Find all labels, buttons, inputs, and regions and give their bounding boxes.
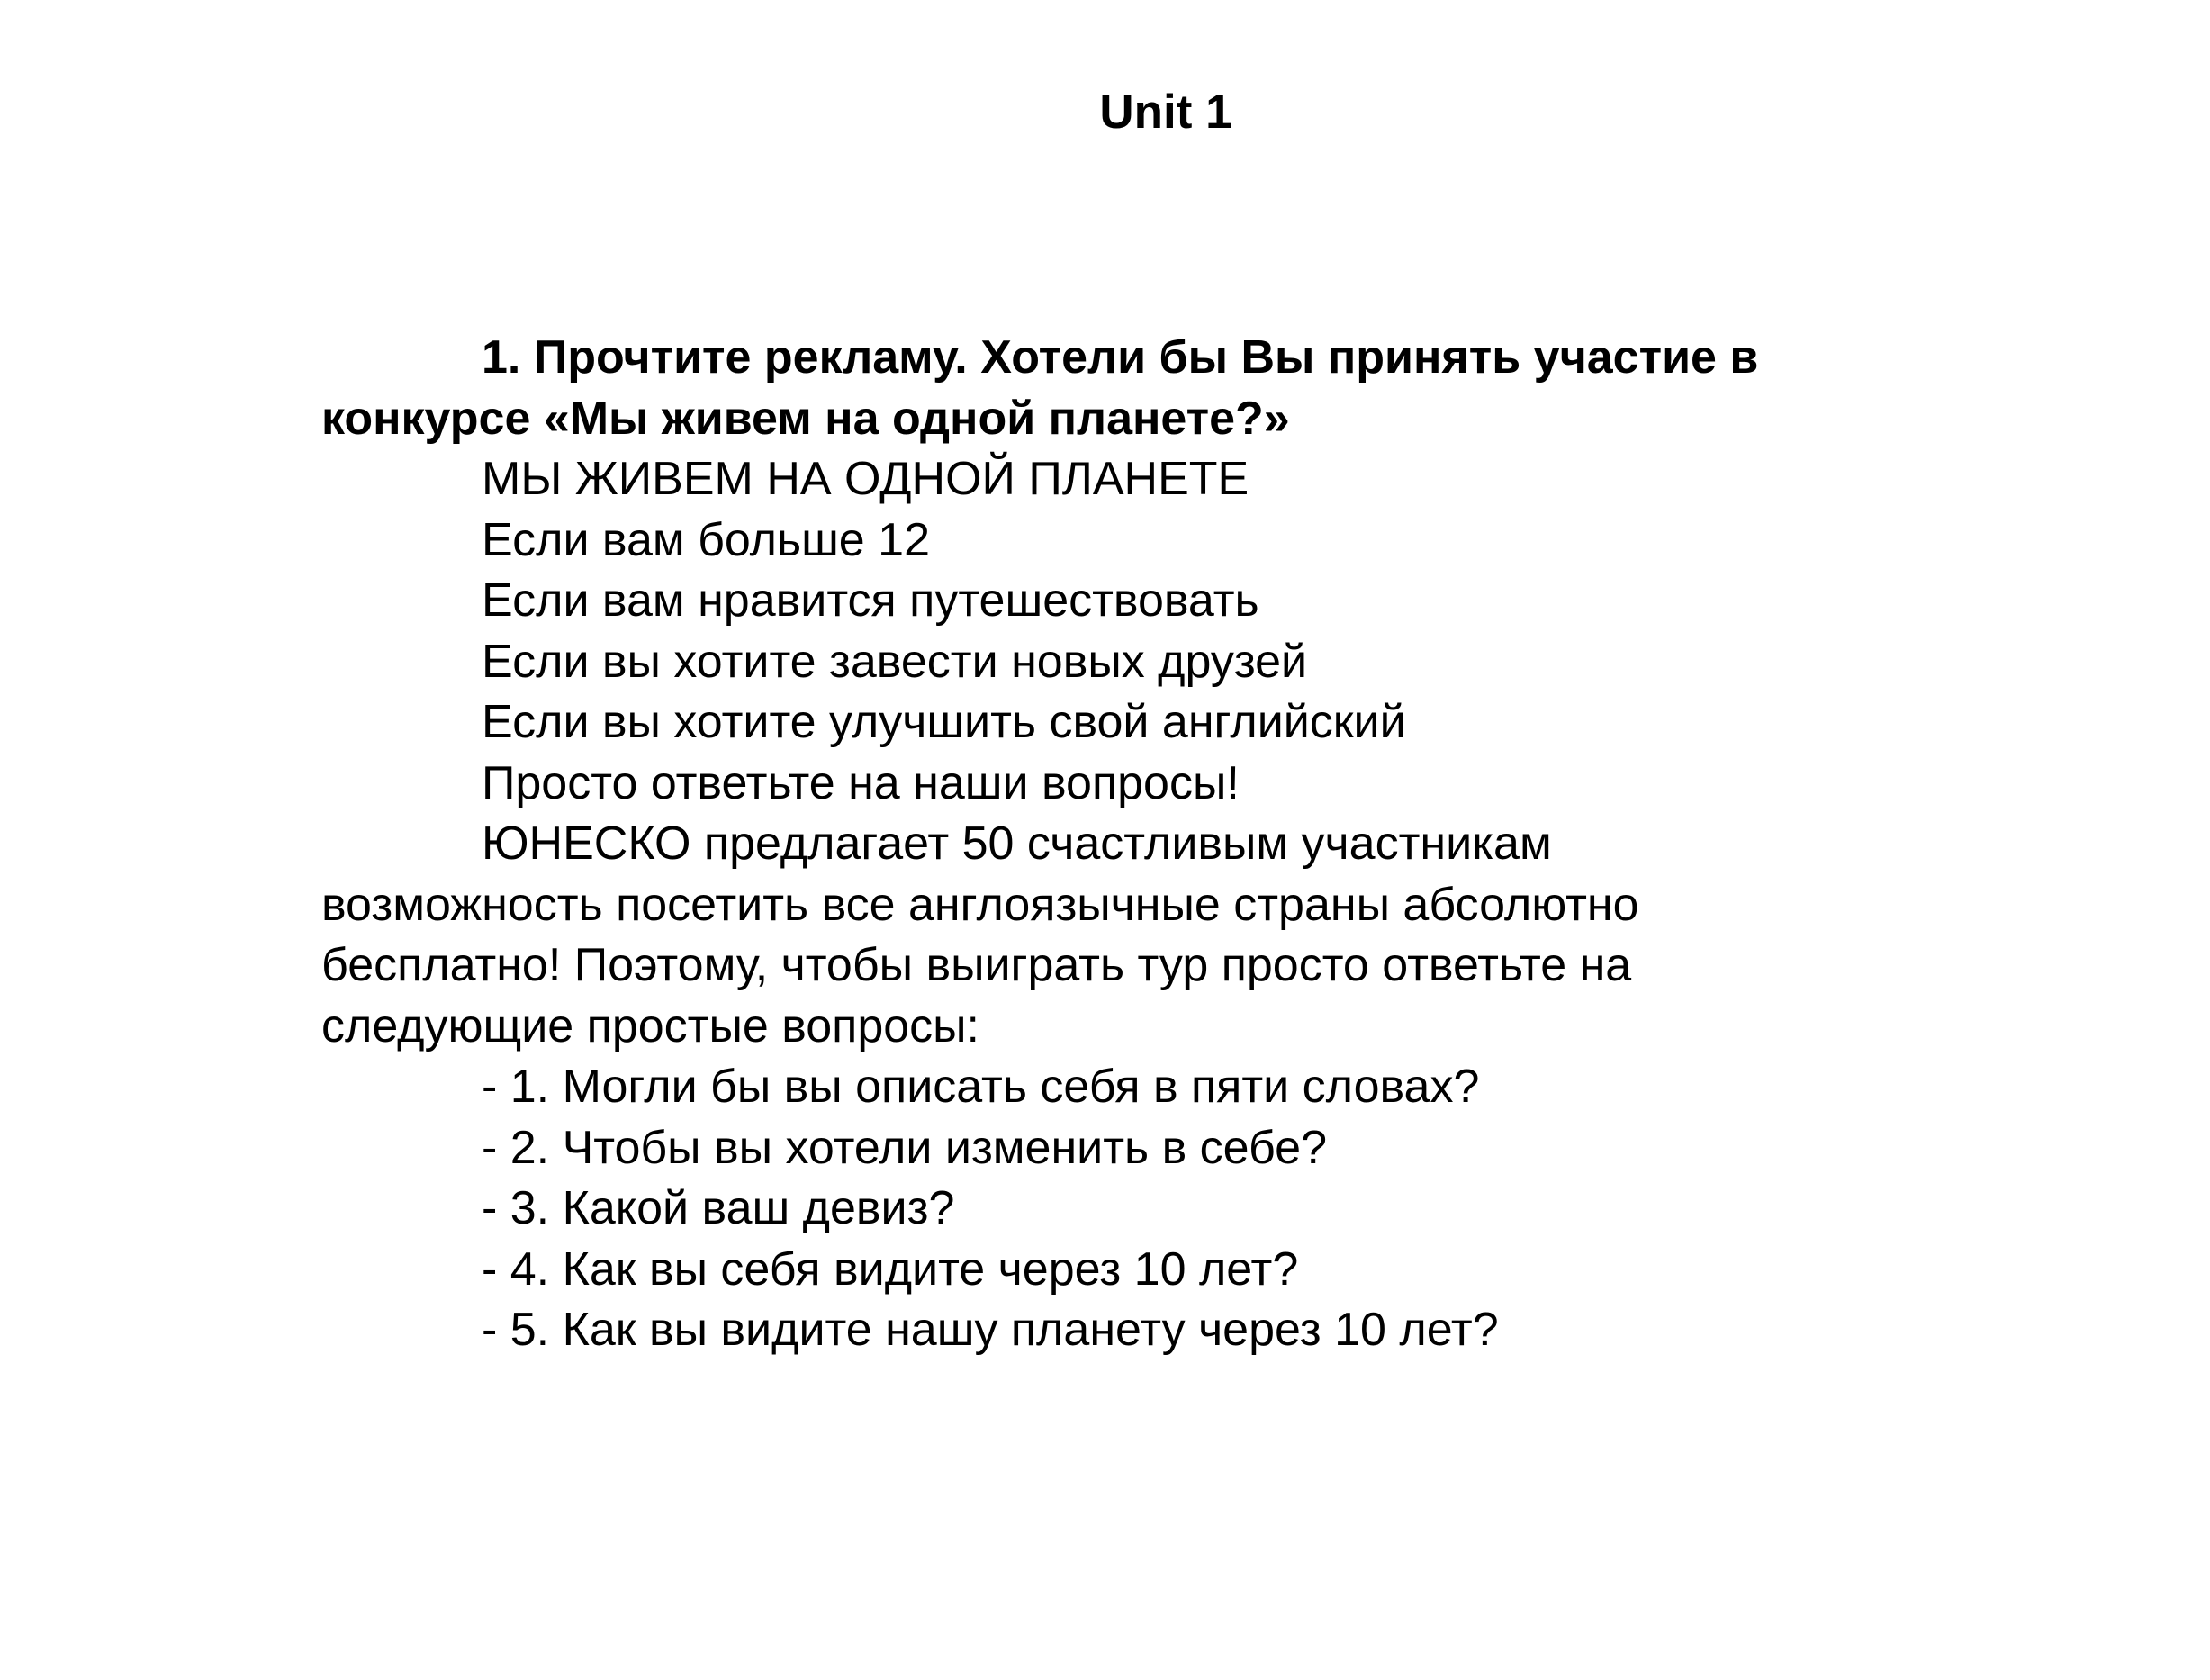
question-item: - 1. Могли бы вы описать себя в пяти словах? (482, 1061, 1480, 1113)
ad-condition: Если вам нравится путешествовать (482, 574, 1259, 627)
ad-condition: Если вы хотите улучшить свой английский (482, 696, 1406, 748)
ad-offer-paragraph: ЮНЕСКО предлагает 50 счастливым участникам возможность посетить все англоязычные страны абсолютно бесплатно! Поэтому, чтобы выиграть тур просто ответьте на следующие простые вопросы: (321, 817, 1639, 1052)
question-list (321, 1057, 1852, 1361)
page-title: Unit 1 (1099, 86, 1232, 139)
ad-condition: Если вы хотите завести новых друзей (482, 635, 1308, 688)
question-item: - 2. Чтобы вы хотели изменить в себе? (482, 1121, 1328, 1174)
ad-condition: Если вам больше 12 (482, 513, 931, 566)
ad-headline: МЫ ЖИВЕМ НА ОДНОЙ ПЛАНЕТЕ (482, 453, 1249, 505)
question-item: - 5. Как вы видите нашу планету через 10 лет? (482, 1304, 1499, 1356)
ad-call-to-action: Просто ответьте на наши вопросы! (482, 756, 1240, 809)
task-instruction: 1. Прочтите рекламу. Хотели бы Вы принять участие в конкурсе «Мы живем на одной планете?» (321, 331, 1759, 445)
question-item: - 3. Какой ваш девиз? (482, 1182, 955, 1234)
question-item: - 4. Как вы себя видите через 10 лет? (482, 1242, 1299, 1296)
document-body (321, 328, 1852, 1361)
